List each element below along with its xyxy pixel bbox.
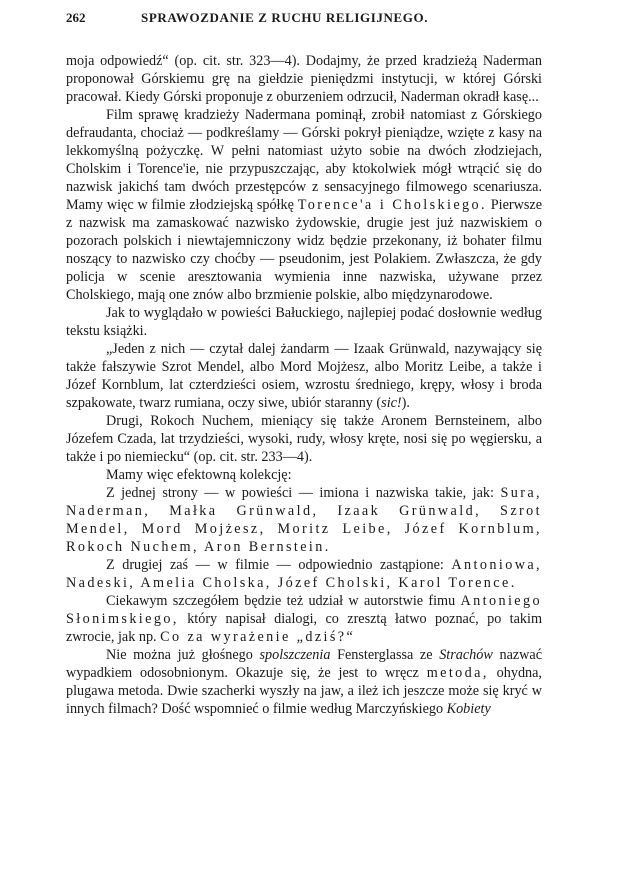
page-number: 262 [66, 10, 86, 25]
italic-text: Strachów [439, 647, 493, 663]
paragraph [66, 106, 542, 304]
text-run: Jak to wyglądało w powieści Bałuckiego, najlepiej podać dosłownie według tekstu książki. [66, 305, 542, 339]
spaced-text: Co za wyrażenie „dziś?“ [160, 629, 356, 645]
text-run: ). [401, 395, 410, 411]
paragraph [66, 412, 542, 466]
paragraph [66, 466, 542, 484]
text-run: ohydna, plugawa metoda. Dwie szacherki wyszły na jaw, a ileż ich jeszcze może się kryć w innych filmach? Dość wspomnieć o filmie według Marczyńskiego [66, 665, 542, 717]
text-run: Z drugiej zaś — w filmie — odpowiednio zastąpione: [106, 557, 452, 573]
paragraph [66, 304, 542, 340]
text-run: moja odpowiedź“ (op. cit. str. 323—4). Dodajmy, że przed kradzieżą Naderman proponował Górskiemu grę na giełdzie pieniędzmi instytucji, w której Górski pracował. Kiedy Górski proponuje z oburzeniem odrzucił, Naderman okradł kasę... [66, 53, 542, 105]
text-run: Film sprawę kradzieży Nadermana pominął, zrobił natomiast z Górskiego defraudanta, chociaż — podkreślamy — Górski pokrył pieniądze, wzięte z kasy na lekkomyślną pożyczkę. W pełni natomiast użyto sobie na dwóch złodziejach, Cholskim i Torence'ie, nie przypuszczając, aby ktokolwiek mógł wtrącić się do nazwisk jakichś tam dwóch przestępców z sensacyjnego filmowego scenariusza. Mamy więc w filmie złodziejską spółkę [66, 107, 542, 213]
spaced-text: Torence'a i Cholskiego. [297, 197, 487, 213]
text-run: Pierwsze z nazwisk ma zamaskować nazwisko żydowskie, drugie jest już nazwiskiem o pozorach polskich i niewtajemniczony widz będzie przekonany, iż bohater filmu noszący to nazwisko czy choćby — pseudonim, jest Polakiem. Zwłaszcza, że gdy policja w scenie aresztowania wymienia inne nazwiska, używane przez Cholskiego, mają one znów albo brzmienie polskie, albo międzynarodowe. [66, 197, 542, 303]
paragraph [66, 646, 542, 718]
text-run: nazwać wypadkiem odosobnionym. Okazuje się, że jest to wręcz [66, 647, 542, 681]
spaced-text: metoda, [426, 665, 489, 681]
paragraph [66, 484, 542, 556]
text-run: Mamy więc efektowną kolekcję: [106, 467, 292, 483]
running-head: SPRAWOZDANIE Z RUCHU RELIGIJNEGO. [141, 10, 429, 25]
body-text [66, 52, 542, 718]
text-run: Fensterglassa ze [330, 647, 440, 663]
italic-text: sic! [381, 395, 402, 411]
italic-text: spolszczenia [259, 647, 331, 663]
paragraph [66, 592, 542, 646]
spaced-text: Antoniego Słonimskiego, [66, 593, 542, 627]
text-run: „Jeden z nich — czytał dalej żandarm — Izaak Grünwald, nazywający się także fałszywie Szrot Mendel, albo Mord Mojżesz, albo Moritz Leibe, a także i Józef Kornblum, lat czterdzieści osiem, wzrostu średniego, krępy, włosy i broda szpakowate, twarz rumiana, oczy siwe, ubiór staranny ( [66, 341, 542, 411]
spaced-text: Sura, Naderman, Małka Grünwald, Izaak Grünwald, Szrot Mendel, Mord Mojżesz, Moritz Leibe, Józef Kornblum, Rokoch Nuchem, Aron Bernstein. [66, 485, 542, 555]
paragraph [66, 340, 542, 412]
paragraph [66, 52, 542, 106]
spaced-text: Antoniowa, Nadeski, Amelia Cholska, Józef Cholski, Karol Torence. [66, 557, 542, 591]
italic-text: Kobiety [446, 701, 491, 717]
text-run: Nie można już głośnego [106, 647, 260, 663]
page-header [66, 10, 542, 40]
paragraph [66, 556, 542, 592]
text-run: który napisał dialogi, co zresztą łatwo poznać, po takim zwrocie, jak np. [66, 611, 542, 645]
text-run: Ciekawym szczegółem będzie też udział w autorstwie fimu [106, 593, 461, 609]
book-page [66, 10, 542, 718]
text-run: Drugi, Rokoch Nuchem, mieniący się także Aronem Bernsteinem, albo Józefem Czada, lat trzydzieści, wysoki, rudy, włosy kręte, nosi się po węgiersku, a także i po niemiecku“ (op. cit. str. 233—4). [66, 413, 542, 465]
text-run: Z jednej strony — w powieści — imiona i nazwiska takie, jak: [106, 485, 501, 501]
